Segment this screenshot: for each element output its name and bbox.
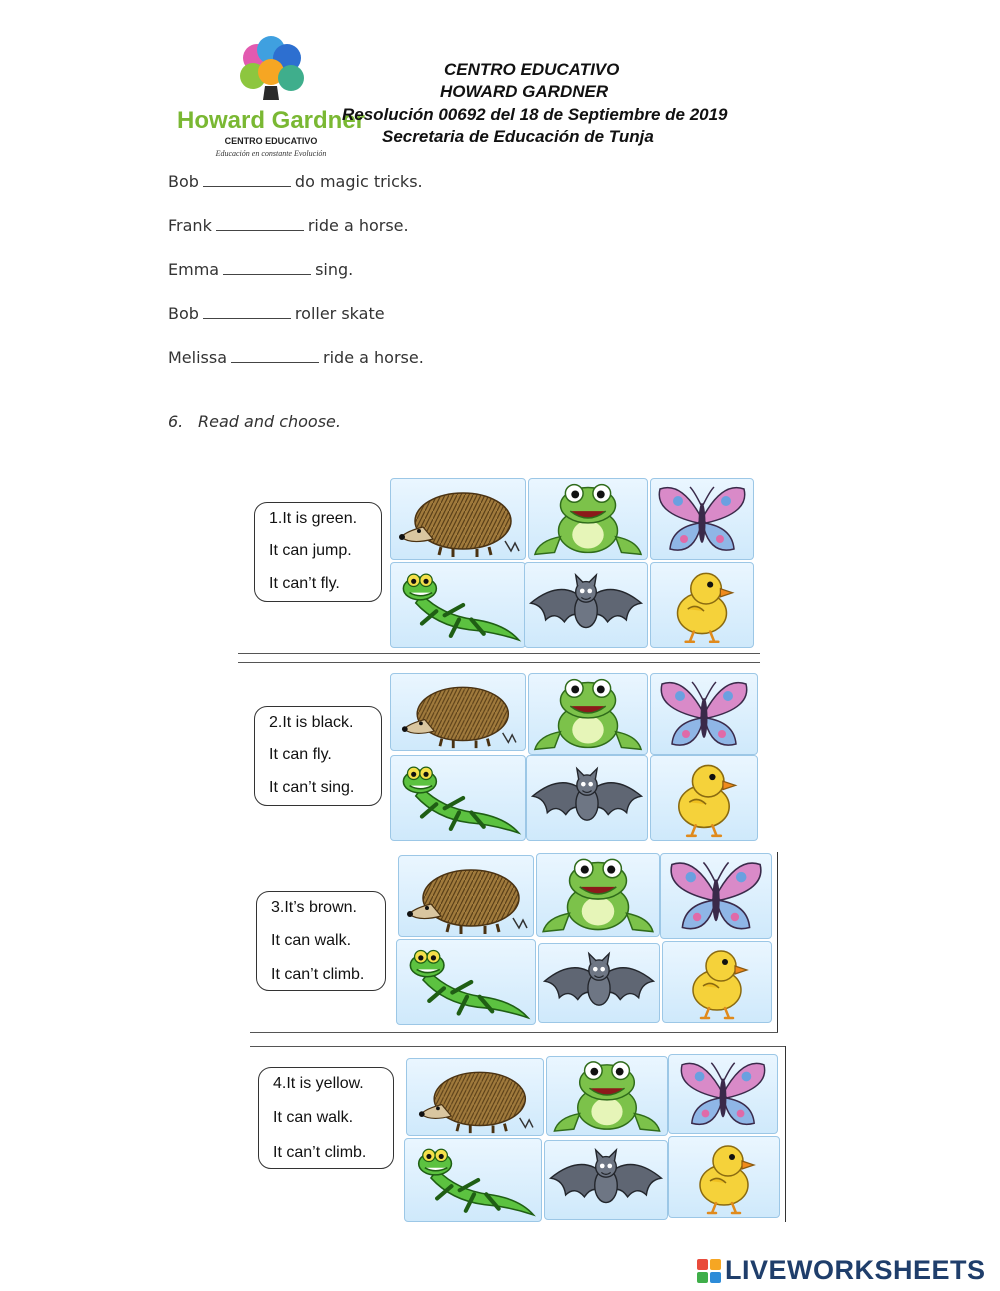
butterfly-icon — [651, 674, 757, 754]
header-line-3: Resolución 00692 del 18 de Septiembre de 2019 — [342, 105, 728, 124]
hedgehog-icon — [391, 674, 525, 750]
butterfly-option[interactable] — [660, 853, 772, 939]
sentence-subject: Bob — [168, 172, 199, 191]
chick-option[interactable] — [662, 941, 772, 1023]
clue-box-3 — [256, 891, 386, 991]
bat-option[interactable] — [524, 562, 648, 648]
instruction-number: 6. — [168, 412, 184, 431]
hedgehog-option[interactable] — [390, 478, 526, 560]
divider-line — [250, 1046, 786, 1047]
lizard-icon — [391, 563, 525, 647]
divider-line — [250, 1032, 778, 1033]
butterfly-icon — [669, 1055, 777, 1133]
butterfly-option[interactable] — [650, 673, 758, 755]
answer-blank[interactable] — [223, 261, 311, 275]
butterfly-option[interactable] — [668, 1054, 778, 1134]
sentence-3 — [168, 260, 353, 279]
bat-option[interactable] — [526, 755, 648, 841]
header-line-2: HOWARD GARDNER — [440, 82, 609, 101]
frog-icon — [537, 854, 659, 936]
liveworksheets-wordmark: LIVEWORKSHEETS — [725, 1255, 986, 1285]
bat-option[interactable] — [544, 1140, 668, 1220]
clue-line: It can’t fly. — [269, 575, 340, 592]
clue-line: It can fly. — [269, 746, 332, 763]
lizard-option[interactable] — [390, 562, 526, 648]
chick-icon — [651, 756, 757, 840]
bat-icon — [545, 1141, 667, 1219]
clue-line: It can’t sing. — [269, 779, 355, 796]
hedgehog-icon — [407, 1059, 543, 1135]
hedgehog-icon — [399, 856, 533, 936]
sentence-1 — [168, 172, 423, 191]
logo-block — [697, 1259, 708, 1270]
frog-icon — [529, 479, 647, 559]
school-logo — [176, 28, 366, 162]
bat-icon — [527, 756, 647, 840]
lizard-icon — [397, 940, 535, 1024]
lizard-icon — [405, 1139, 541, 1221]
clue-line: It can jump. — [269, 542, 352, 559]
sentence-subject: Emma — [168, 260, 220, 279]
frog-option[interactable] — [546, 1056, 668, 1136]
bat-icon — [539, 944, 659, 1022]
bat-option[interactable] — [538, 943, 660, 1023]
lizard-option[interactable] — [404, 1138, 542, 1222]
sentence-rest: ride a horse. — [323, 348, 424, 367]
frog-option[interactable] — [528, 673, 648, 755]
logo-tagline: Educación en constante Evolución — [215, 149, 327, 158]
sentence-subject: Melissa — [168, 348, 228, 367]
liveworksheets-logo-icon — [697, 1259, 721, 1283]
header-line-1: CENTRO EDUCATIVO — [444, 60, 620, 79]
clue-box-4 — [258, 1067, 394, 1169]
sentence-rest: do magic tricks. — [294, 172, 423, 191]
clue-line: It can’t climb. — [273, 1144, 367, 1161]
butterfly-option[interactable] — [650, 478, 754, 560]
clue-line: 4.It is yellow. — [273, 1075, 364, 1092]
sentence-4 — [168, 304, 385, 323]
liveworksheets-brand — [697, 1255, 986, 1286]
clue-line: 3.It’s brown. — [271, 899, 357, 916]
chick-icon — [663, 942, 771, 1022]
logo-block — [710, 1259, 721, 1270]
chick-option[interactable] — [650, 755, 758, 841]
divider-line — [785, 1046, 786, 1222]
clue-line: 1.It is green. — [269, 510, 358, 527]
divider-line — [777, 852, 778, 1032]
instruction-text: Read and choose. — [198, 412, 341, 431]
logo-block — [710, 1272, 721, 1283]
chick-option[interactable] — [650, 562, 754, 648]
butterfly-icon — [661, 854, 771, 938]
sentence-rest: ride a horse. — [307, 216, 409, 235]
answer-blank[interactable] — [203, 173, 291, 187]
exercise-instruction — [168, 412, 341, 431]
frog-option[interactable] — [536, 853, 660, 937]
logo-name: Howard Gardner — [176, 107, 366, 134]
sentence-subject: Frank — [168, 216, 212, 235]
sentence-subject: Bob — [168, 304, 199, 323]
sentence-rest: roller skate — [294, 304, 385, 323]
answer-blank[interactable] — [216, 217, 304, 231]
answer-blank[interactable] — [203, 305, 291, 319]
clue-line: 2.It is black. — [269, 714, 354, 731]
sentence-rest: sing. — [315, 260, 354, 279]
frog-option[interactable] — [528, 478, 648, 560]
chick-icon — [651, 563, 753, 647]
logo-subtitle: CENTRO EDUCATIVO — [224, 136, 318, 146]
sentence-2 — [168, 216, 409, 235]
answer-blank[interactable] — [231, 349, 319, 363]
header-line-4: Secretaria de Educación de Tunja — [382, 127, 654, 146]
frog-icon — [547, 1057, 667, 1135]
divider-line — [238, 653, 760, 654]
sentence-5 — [168, 348, 424, 367]
clue-line: It can walk. — [271, 932, 352, 949]
bat-icon — [525, 563, 647, 647]
butterfly-icon — [651, 479, 753, 559]
clue-line: It can’t climb. — [271, 966, 365, 983]
hedgehog-option[interactable] — [390, 673, 526, 751]
logo-block — [697, 1272, 708, 1283]
chick-option[interactable] — [668, 1136, 780, 1218]
frog-icon — [529, 674, 647, 754]
clue-box-1 — [254, 502, 382, 602]
divider-line — [238, 662, 760, 663]
lizard-option[interactable] — [396, 939, 536, 1025]
lizard-option[interactable] — [390, 755, 526, 841]
hedgehog-icon — [391, 479, 525, 559]
chick-icon — [669, 1137, 779, 1217]
clue-box-2 — [254, 706, 382, 806]
lizard-icon — [391, 756, 525, 840]
clue-line: It can walk. — [273, 1109, 354, 1126]
hedgehog-option[interactable] — [406, 1058, 544, 1136]
hedgehog-option[interactable] — [398, 855, 534, 937]
